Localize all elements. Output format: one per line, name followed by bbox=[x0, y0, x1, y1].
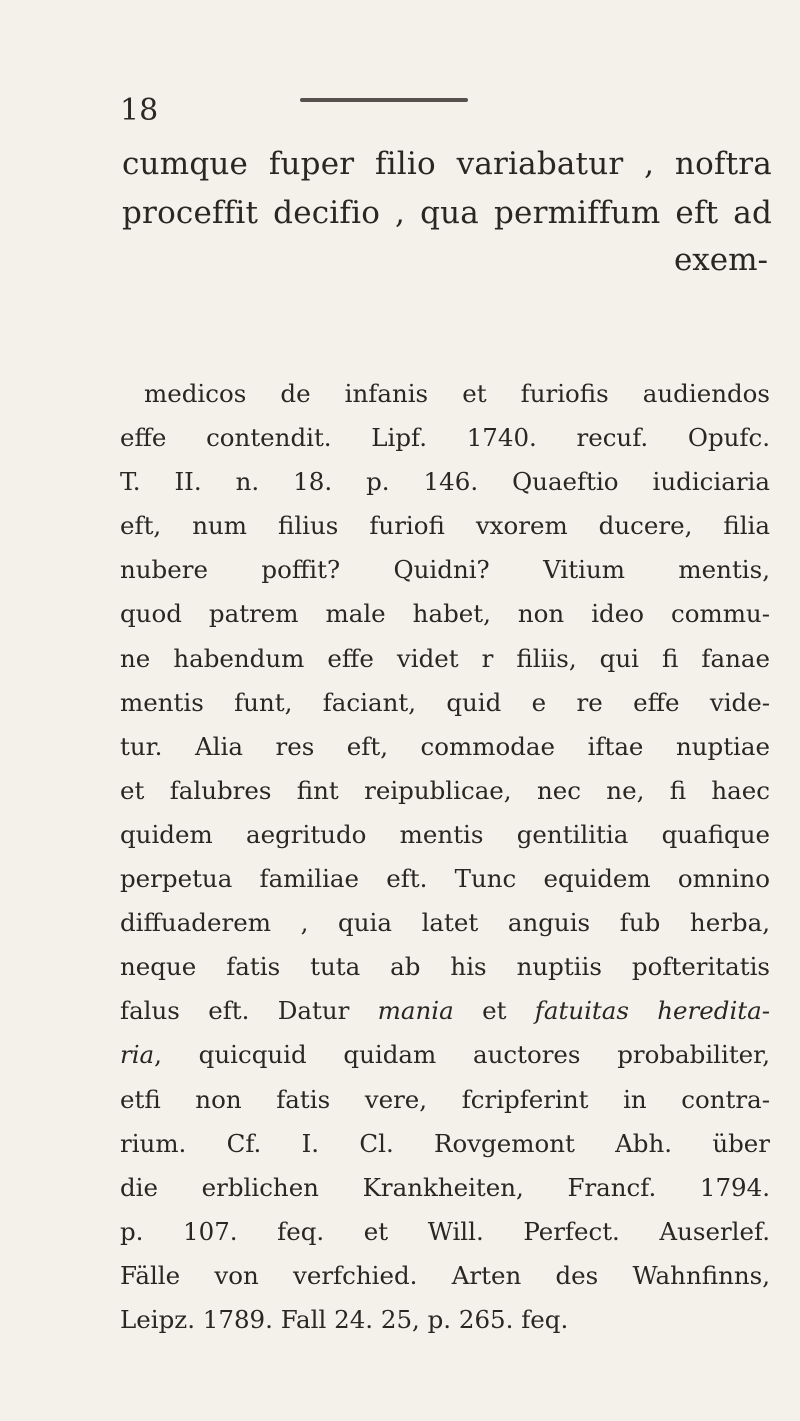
footnote-italic-term: fatuitas heredita- bbox=[534, 996, 771, 1026]
footnote-italic-term: mania bbox=[377, 996, 454, 1026]
footnote-text: et bbox=[453, 996, 535, 1026]
header-rule bbox=[300, 98, 468, 102]
footnote-line: quidem aegritudo mentis gentilitia quafique bbox=[120, 819, 770, 849]
footnote-line: perpetua familiae eft. Tunc equidem omnino bbox=[120, 864, 770, 894]
footnote-line: diffuaderem , quia latet anguis fub herba, bbox=[120, 908, 770, 938]
footnote-line: effe contendit. Lipf. 1740. recuf. Opufc. bbox=[120, 423, 770, 453]
footnote-line: die erblichen Krankheiten, Francf. 1794. bbox=[120, 1172, 770, 1202]
main-text bbox=[122, 140, 772, 238]
main-text-line-1: cumque fuper filio variabatur , noftra bbox=[122, 146, 772, 182]
footnote-line: neque fatis tuta ab his nuptiis pofteritatis bbox=[120, 952, 770, 982]
footnote-text: , quicquid quidam auctores probabiliter, bbox=[154, 1040, 770, 1070]
footnote-line bbox=[120, 989, 770, 1033]
footnote-line: T. II. n. 18. p. 146. Quaeftio iudiciaria bbox=[120, 467, 770, 497]
footnote-line: et falubres fint reipublicae, nec ne, fi haec bbox=[120, 775, 770, 805]
footnote-line: mentis funt, faciant, quid e re effe vide- bbox=[120, 687, 770, 717]
footnote-line: p. 107. feq. et Will. Perfect. Auserlef. bbox=[120, 1216, 770, 1246]
footnote-line bbox=[120, 1033, 770, 1077]
footnote-line: tur. Alia res eft, commodae iftae nuptiae bbox=[120, 731, 770, 761]
footnote-line: eft, num filius furiofi vxorem ducere, filia bbox=[120, 511, 770, 541]
footnote-line: quod patrem male habet, non ideo commu- bbox=[120, 599, 770, 629]
footnote-line: Leipz. 1789. Fall 24. 25, p. 265. feq. bbox=[120, 1304, 569, 1334]
page-number: 18 bbox=[120, 93, 159, 128]
footnote-line: medicos de infanis et furiofis audiendos bbox=[144, 379, 770, 408]
catchword: exem- bbox=[673, 242, 768, 278]
footnote-line: rium. Cf. I. Cl. Rovgemont Abh. über bbox=[120, 1128, 770, 1158]
footnote bbox=[120, 372, 770, 1342]
footnote-line: etfi non fatis vere, fcripferint in contra- bbox=[120, 1084, 770, 1114]
footnote-line: Fälle von verfchied. Arten des Wahnfinns, bbox=[120, 1260, 770, 1290]
footnote-italic-term: ria bbox=[120, 1040, 155, 1070]
footnote-line: ne habendum effe videt r filiis, qui fi fanae bbox=[120, 643, 770, 673]
main-text-line-2: proceffit decifio , qua permiffum eft ad bbox=[122, 195, 772, 231]
footnote-text: falus eft. Datur bbox=[120, 996, 378, 1026]
footnote-line: nubere poffit? Quidni? Vitium mentis, bbox=[120, 555, 770, 585]
